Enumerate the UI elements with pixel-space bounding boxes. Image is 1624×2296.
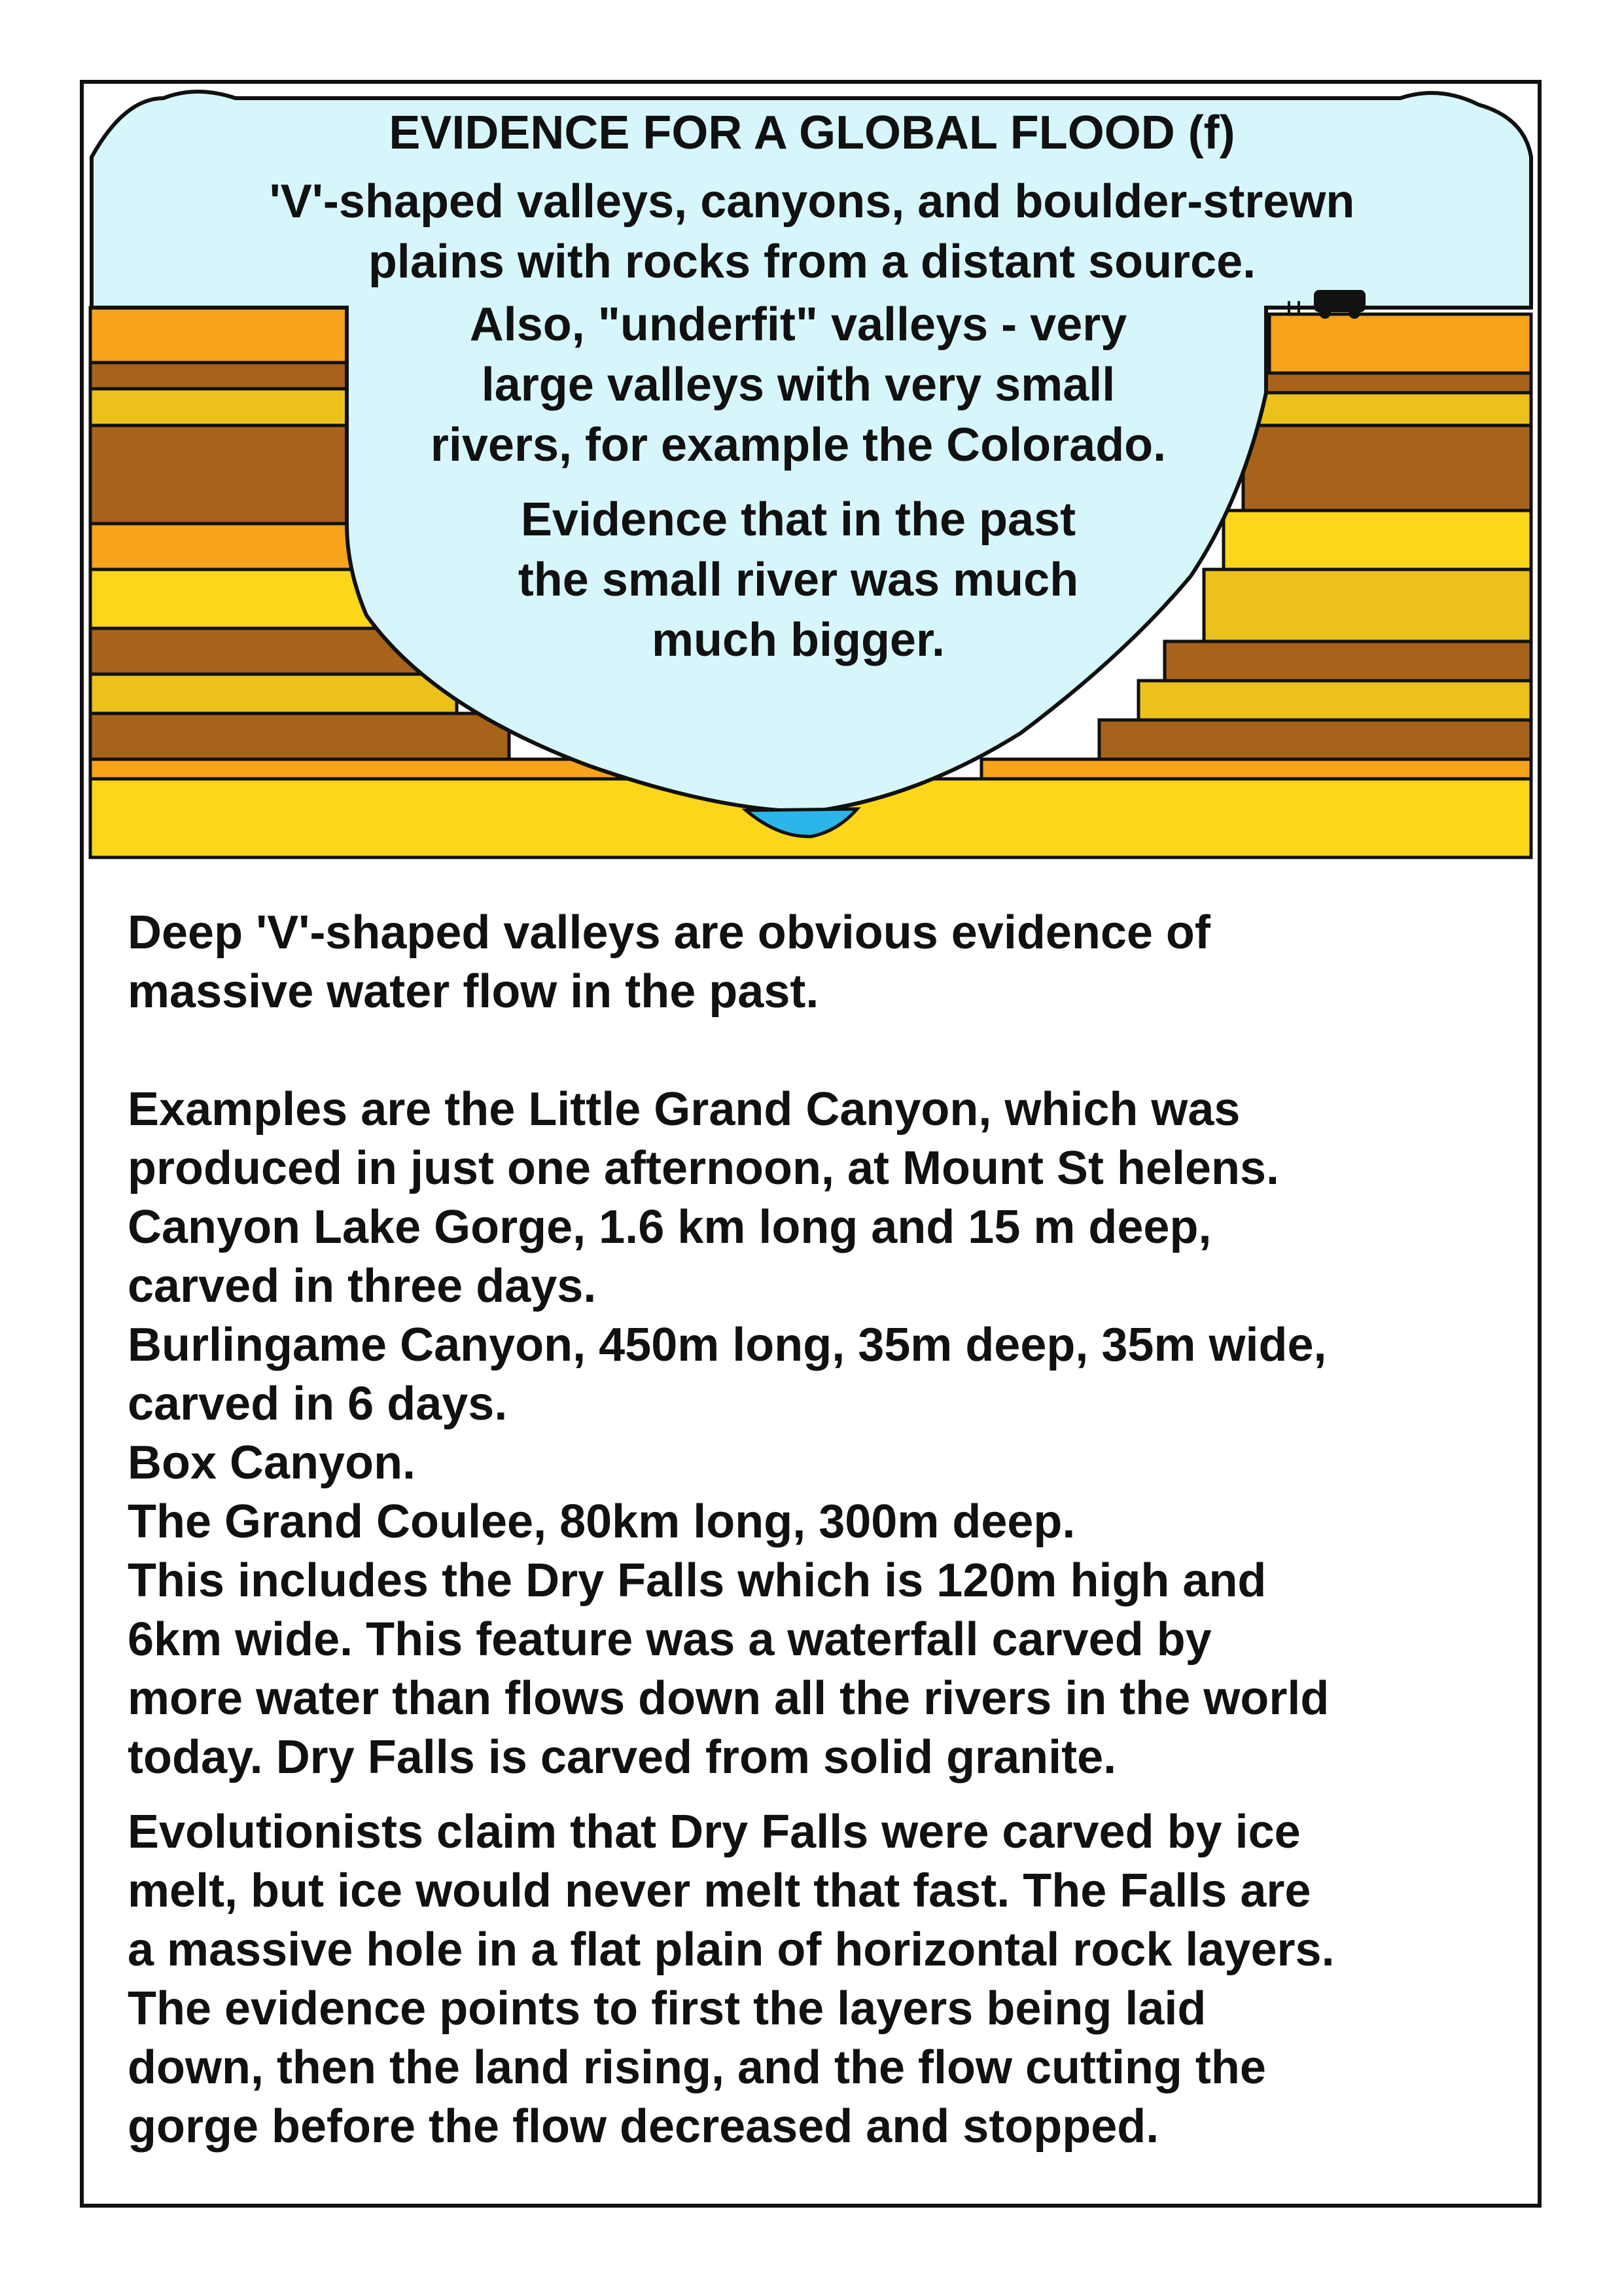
body-line: today. Dry Falls is carved from solid granite. — [128, 1731, 1117, 1784]
page-title: EVIDENCE FOR A GLOBAL FLOOD (f) — [389, 107, 1235, 159]
body-line: 6km wide. This feature was a waterfall carved by — [128, 1613, 1212, 1666]
underfit-line: Also, "underfit" valleys - very — [469, 298, 1127, 351]
evidence-line: the small river was much — [518, 554, 1079, 606]
underfit-line: large valleys with very small — [481, 359, 1116, 411]
body-line: massive water flow in the past. — [128, 965, 819, 1018]
subtitle — [0, 171, 1624, 292]
body-line: Examples are the Little Grand Canyon, which was — [128, 1083, 1241, 1136]
subtitle-line: plains with rocks from a distant source. — [368, 236, 1256, 288]
evidence-text — [366, 490, 1230, 670]
body-line: carved in three days. — [128, 1260, 597, 1312]
body-line: down, then the land rising, and the flow cutting the — [128, 2041, 1266, 2094]
body-line: Evolutionists claim that Dry Falls were carved by ice — [128, 1806, 1301, 1858]
evidence-line: much bigger. — [651, 614, 945, 666]
subtitle-line: 'V'-shaped valleys, canyons, and boulder-strewn — [269, 175, 1355, 228]
body-line: The Grand Coulee, 80km long, 300m deep. — [128, 1496, 1076, 1548]
body-line: The evidence points to first the layers being laid — [128, 1982, 1207, 2035]
body-line: melt, but ice would never melt that fast. The Falls are — [128, 1865, 1311, 1917]
body-line: a massive hole in a flat plain of horizontal rock layers. — [128, 1924, 1335, 1976]
body-line: Burlingame Canyon, 450m long, 35m deep, 35m wide, — [128, 1319, 1327, 1371]
body-line: Box Canyon. — [128, 1437, 416, 1489]
body-line: produced in just one afternoon, at Mount St helens. — [128, 1142, 1280, 1194]
body-line: Deep 'V'-shaped valleys are obvious evidence of — [128, 906, 1210, 959]
underfit-text — [366, 295, 1230, 475]
evidence-line: Evidence that in the past — [520, 493, 1076, 546]
body-line: gorge before the flow decreased and stopped. — [128, 2100, 1159, 2153]
body-line: Canyon Lake Gorge, 1.6 km long and 15 m deep, — [128, 1201, 1212, 1253]
body-line: carved in 6 days. — [128, 1378, 508, 1430]
underfit-line: rivers, for example the Colorado. — [430, 419, 1167, 471]
body-line: more water than flows down all the rivers in the world — [128, 1672, 1330, 1725]
body-text — [128, 903, 1521, 2156]
body-line: This includes the Dry Falls which is 120m high and — [128, 1554, 1267, 1607]
